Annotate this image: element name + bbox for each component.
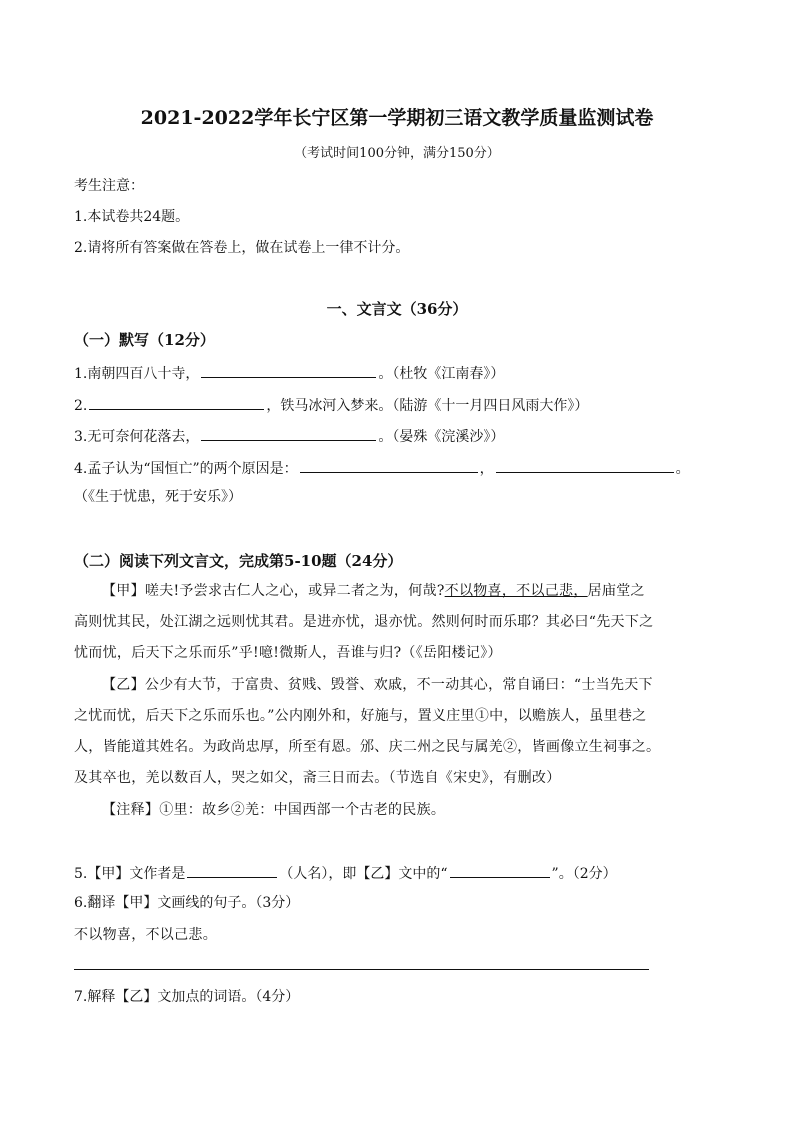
part1-title: （一）默写（12分） <box>74 331 215 349</box>
answer-blank[interactable] <box>300 457 478 473</box>
question-1 <box>74 362 504 384</box>
question-4-prefix: 4.孟子认为“国恒亡”的两个原因是： <box>74 461 298 477</box>
answer-blank[interactable] <box>187 862 277 878</box>
answer-line[interactable] <box>74 969 649 970</box>
passage-jia-line-2: 高则忧其民，处江湖之远则忧其君。是进亦忧，退亦忧。然则何时而乐耶？其必曰“先天下之 <box>74 614 654 630</box>
answer-blank[interactable] <box>496 457 674 473</box>
passage-yi <box>74 670 724 794</box>
passage-jia-line-1: 【甲】嗟夫!予尝求古仁人之心，或异二者之为，何哉?不以物喜，不以己悲，居庙堂之 <box>102 583 645 599</box>
notice-item-1: 1.本试卷共24题。 <box>74 209 190 225</box>
passage-jia-line-3: 忧而忧，后天下之乐而乐”乎!噫!微斯人，吾谁与归?（《岳阳楼记》） <box>74 645 502 661</box>
question-4-source: （《生于忧患，死于安乐》） <box>74 489 242 505</box>
underlined-sentence: 不以物喜，不以己悲， <box>444 583 588 599</box>
question-3 <box>74 425 504 447</box>
question-5-suffix: ”。（2分） <box>551 866 617 882</box>
answer-blank[interactable] <box>201 425 376 441</box>
passage-yi-line-2: 之忧而忧，后天下之乐而乐也。”公内刚外和，好施与，置义庄里①中，以赡族人，虽里巷之 <box>74 708 647 724</box>
question-1-prefix: 1.南朝四百八十寺， <box>74 366 200 382</box>
passage-jia-label: 【甲】 <box>102 583 145 599</box>
answer-blank[interactable] <box>201 362 376 378</box>
question-6: 6.翻译【甲】文画线的句子。（3分） <box>74 895 300 911</box>
annotation <box>74 795 724 826</box>
question-7: 7.解释【乙】文加点的词语。（4分） <box>74 989 300 1005</box>
question-5-mid: （人名），即【乙】文中的“ <box>279 866 448 882</box>
question-4-suffix: 。 <box>675 461 690 477</box>
passage-yi-label: 【乙】 <box>102 677 145 693</box>
passage-yi-line-4: 及其卒也，羌以数百人，哭之如父，斋三日而去。（节选自《宋史》，有删改） <box>74 770 561 786</box>
question-1-suffix: 。（杜牧《江南春》） <box>378 366 505 382</box>
question-3-prefix: 3.无可奈何花落去， <box>74 429 200 445</box>
notice-item-2: 2.请将所有答案做在答卷上，做在试卷上一律不计分。 <box>74 240 410 256</box>
question-5-prefix: 5.【甲】文作者是 <box>74 866 186 882</box>
question-5 <box>74 862 617 884</box>
annotation-label: 【注释】 <box>102 802 160 818</box>
part2-title: （二）阅读下列文言文，完成第5-10题（24分） <box>74 552 403 570</box>
question-6-sentence: 不以物喜，不以己悲。 <box>74 927 217 943</box>
question-3-suffix: 。（晏殊《浣溪沙》） <box>378 429 505 445</box>
passage-yi-line-1: 【乙】公少有大节，于富贵、贫贱、毁誉、欢戚，不一动其心，常自诵曰：“士当先天下 <box>102 677 653 693</box>
question-4-mid: ， <box>479 461 494 477</box>
passage-yi-line-3: 人，皆能道其姓名。为政尚忠厚，所至有恩。邠、庆二州之民与属羌②，皆画像立生祠事之。 <box>74 739 661 755</box>
question-2 <box>74 394 588 416</box>
section-title-classical-chinese: 一、文言文（36分） <box>326 300 468 318</box>
annotation-text: ①里：故乡②羌：中国西部一个古老的民族。 <box>159 802 446 818</box>
passage-jia <box>74 576 724 669</box>
answer-blank[interactable] <box>89 394 264 410</box>
answer-blank[interactable] <box>450 862 550 878</box>
exam-subtitle: （考试时间100分钟，满分150分） <box>294 146 500 161</box>
notice-heading: 考生注意： <box>74 178 144 194</box>
question-4 <box>74 457 690 479</box>
question-2-suffix: ，铁马冰河入梦来。（陆游《十一月四日风雨大作》） <box>266 398 589 414</box>
exam-title: 2021-2022学年长宁区第一学期初三语文教学质量监测试卷 <box>140 107 654 129</box>
question-2-prefix: 2. <box>74 398 88 414</box>
